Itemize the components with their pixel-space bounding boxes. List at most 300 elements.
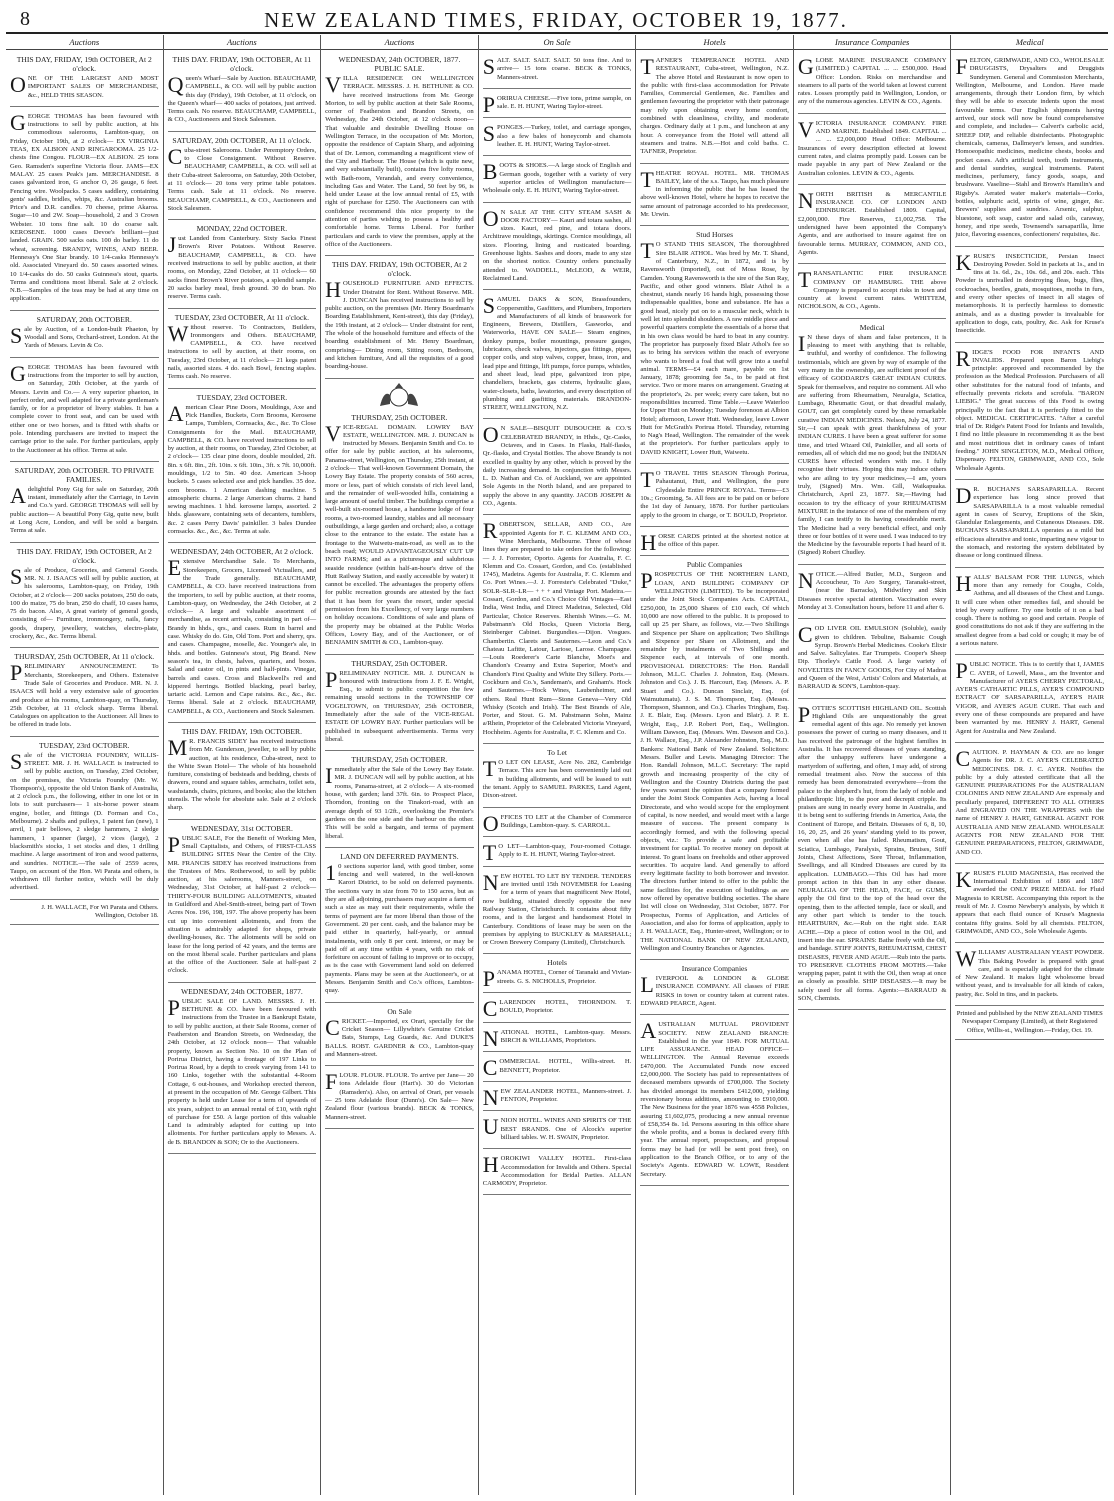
- ad-body: [167, 143, 317, 213]
- ad-text: ALLS' BALSAM FOR THE LUNGS, which more than any remedy for Coughs, Colds, Asthma, and all diseases of the Chest and Lungs. It will cure when other remedies fail, and should be tried by every sufferer. Try one bottle of it on a bad cough. There is nothing so good and certain. People of good constitutions do not ask if they are suffering in the smallest degree from a bad cold or cough; it may be of a serious nature.: [955, 573, 1105, 647]
- drop-cap: H: [325, 277, 342, 303]
- drop-cap: B: [482, 159, 498, 185]
- advertisement: [955, 866, 1104, 943]
- ad-text: AFNER'S TEMPERANCE HOTEL AND RESTAURANT, Cuba-street, Wellington, N.Z. The above Hotel and Restaurant is now open to the public with first-class accommodation for Private Families, Commercial Gentlemen, &c. Families and gentlemen favouring the proprietor with their patronage may rely upon obtaining every home comfort, combined with cleanliness, civility, and moderate charges. Ordinary daily at 1 p.m., and luncheon at any hour. A conveyance from the Hotel will attend all steamers and trains. N.B.—Hot and cold baths. C. TAFNER, Proprietor.: [640, 57, 789, 156]
- ad-heading: Insurance Companies: [681, 964, 748, 974]
- advertisement: [168, 53, 317, 132]
- ad-text: UBLIC SALE, For the Benefit of Working Men, Small Capitalists, and Others, of FIRST-CLASS BUILDING SITES Near the Centre of the City. MR. FRANCIS SIDEY has received instructions from the Trustees of Mrs. Rotherwood, to sell by public auction, at his salerooms, Manners-street, on Wednesday, 31st October, at half-past 2 o'clock— THIRTY-FOUR BUILDING ALLOTMENTS, situated in Guildford and Abel-Smith-street, being part of Town Acres Nos. 196, 198, 197. The above property has been cut up into convenient allotments, and from the situation is admirably adapted for shops, private dwelling-houses, &c. The allotments will be sold on lease for the long period of 42 years, and the terms are on the most liberal scale. Further particulars and plans at the office of the Auctioneer. Sale at half-past 2 o'clock.: [167, 834, 317, 975]
- column-1: [6, 35, 164, 1495]
- ad-heading: THIS DAY. FRIDAY, 19th OCTOBER.: [181, 727, 303, 736]
- drop-cap: A: [640, 1018, 657, 1044]
- ad-body: [10, 72, 159, 100]
- ad-heading: TUESDAY, 23rd OCTOBER, At 11 o'clock.: [174, 312, 309, 322]
- ad-text: LARENDON HOTEL, THORNDON. T. BOULD, Proprietor.: [499, 999, 632, 1015]
- advertisement: [168, 985, 317, 1154]
- drop-cap: N: [482, 869, 499, 895]
- ad-text: UBLIC SALE OF LAND. MESSRS. J. H. BETHUNE & CO. have been favoured with instructions from the Trustee in a Bankrupt Estate, to sell by public auction, at their Sale Rooms, corner of Featherston and Brandon Streets, on Wednesday, the 24th October, at 12 o'clock noon— That valuable property, known as Section No. 10 on the Plan of Porirua District, having a frontage of 197 Links to Porirua Road, by a depth to creek varying from 141 to 160 Links, together with the substantial 4-Room Cottage, 6 out-houses, and Workshop erected thereon, at present in the occupation of Mr. George Gilbert. This property is held under Lease for a term of upwards of six years, subject to an annual rental of £10, with right of purchase for £50. A large portion of this valuable Land is admirably adapted for cutting up into allotments. For further particulars apply to Messrs. A. de B. BRANDON & SON; Or to the Auctioneers.: [167, 997, 317, 1146]
- ad-body: [482, 840, 632, 866]
- ad-body: [482, 1084, 632, 1110]
- drop-cap: C: [325, 1014, 340, 1040]
- ad-body: [955, 482, 1105, 561]
- advertisement: [325, 53, 474, 256]
- drop-cap: P: [955, 658, 968, 684]
- ad-body: [482, 422, 632, 508]
- ad-heading: WEDNESDAY, 24th OCTOBER, 1877.: [180, 986, 303, 996]
- ad-body: [325, 1069, 474, 1122]
- ad-text: NE OF THE LARGEST AND MOST IMPORTANT SALES OF MERCHANDISE, &c., HELD THIS SEASON.: [27, 75, 159, 99]
- ad-body: [167, 232, 317, 301]
- ad-text: OTICE.—Alfred Butler, M.D., Surgeon and Accoucheur, To Aro Surgery, Taranaki-street, (near the Barracks), Midwifery and Skin Diseases receive special attention. Vaccination every Monday at 3. Consultation hours, before 11 and after 6.: [797, 570, 947, 611]
- advertisement: [483, 1084, 632, 1112]
- advertisement: [483, 421, 632, 515]
- advertisement: [640, 166, 789, 227]
- drop-cap: Q: [167, 72, 184, 97]
- drop-cap: G: [10, 360, 26, 386]
- advertisement: [325, 657, 474, 752]
- ad-body: [482, 91, 632, 117]
- advertisement: [483, 995, 632, 1023]
- ad-body: [10, 322, 159, 351]
- ad-heading: SATURDAY, 20th OCTOBER, At 11 o'clock.: [172, 135, 312, 145]
- ad-text: ELTON, GRIMWADE, AND CO., WHOLESALE DRUGGISTS, Drysalters and Druggists Sundrymen. General and Commission Merchants, Wellington, Melbourne, and London. Have made arrangements, through their London firm, by which they will be able to execute indents upon the most favourable terms. Our English shipments having arrived, our stock will now be found comprehensive and complete, and includes— Calvert's carbolic acid, SHEEP DIP, and reliable disinfectants. Photographic chemicals, cameras, Dallmeyer's lenses, and sundries. Homoeopathic medicines, medicine chests, books and pocket cases. Adt's artificial teeth, tooth instruments, and dental sundries, surgical instruments. Patent medicines, perfumery, fancy goods, soaps, and brushware. Vaseline—Stahl and Brown's Hamilin's and Rigsby's. Aerated water maker's materials—Corks, bottles, sulphuric acid, spirits of wine, ginger, &c. Brewers' supplies and sundries. Arsenic, sulphur, bluestone, soft soap, castor and salad oils, caraway, honey, and ripe seeds, Townsend's sarsaparilla, lime juice, flavoring essences, confectioners' requisites, &c.: [955, 57, 1105, 239]
- ad-body: [482, 1055, 632, 1081]
- ad-body: [797, 330, 947, 558]
- advertisement: [483, 53, 632, 89]
- page-number: 8: [20, 8, 30, 30]
- drop-cap: P: [482, 91, 495, 117]
- ad-body: [325, 859, 474, 996]
- advertisement: [955, 53, 1104, 247]
- ad-text: ale by Auction, of a London-built Phaeton, by Woodall and Sons, Orchard-street, London. At the Yards of Messrs. Levin & Co.: [24, 325, 159, 350]
- column-heading: On Sale: [479, 35, 636, 50]
- ad-heading: On Sale: [387, 1006, 412, 1016]
- advertisement: [955, 345, 1104, 480]
- ad-body: [167, 555, 317, 716]
- drop-cap: V: [797, 116, 814, 142]
- ad-body: [482, 518, 632, 737]
- advertisement: [483, 839, 632, 867]
- ad-body: [955, 570, 1105, 649]
- ad-text: ANAMA HOTEL, Corner of Taranaki and Vivian-streets. G. S. NICHOLLS, Proprietor.: [496, 969, 632, 985]
- ad-text: R. FRANCIS SIDEY has received instructions from Mr. Gunderson, jeweller, to sell by public auction, at his residence, Cuba-street, next to the White Swan Hotel— The whole of his household furniture, consisting of bedsteads and bedding, chests of drawers, round and square tables, armchairs, toilet sets, washstands, chairs, pictures, and books; also the kitchen utensils. The whole for absolute sale. Sale at 2 o'clock sharp.: [167, 738, 317, 812]
- column-heading: Insurance Companies: [794, 35, 951, 50]
- ad-signature: J. H. WALLACE, For Wi Parata and Others. Wellington, October 18.: [41, 903, 159, 920]
- drop-cap: S: [482, 293, 495, 319]
- ad-text: LOUR. FLOUR. FLOUR. To arrive per Jane— 20 tons Adelaide flour (Hart's). 30 do Victorian (Ramsden's). Also, on arrival of Orari, per vessels— 25 tons Adelaide flour (Dunn's). On Sale— New Zealand flour (various brands). BECK & TONKS, Manners-street.: [325, 1072, 474, 1121]
- advertisement: [168, 545, 317, 723]
- masthead-rule: [6, 32, 1108, 34]
- advertisement: [325, 411, 474, 655]
- advertisement: [483, 1054, 632, 1082]
- ad-heading: THURSDAY, 25th OCTOBER, At 11 o'clock.: [14, 652, 155, 662]
- ad-heading: Public Companies: [686, 560, 743, 570]
- drop-cap: O: [482, 422, 499, 448]
- ad-heading: LAND ON DEFERRED PAYMENTS.: [340, 851, 459, 861]
- advertisement: [955, 482, 1104, 568]
- drop-cap: S: [482, 54, 495, 79]
- drop-cap: F: [955, 54, 968, 79]
- ad-text: FFICES TO LET at the Chamber of Commerce Buildings, Lambton-quay. S. CARROLL.: [500, 813, 632, 829]
- drop-cap: S: [482, 121, 495, 147]
- advertisement: [10, 53, 159, 107]
- ad-text: RICKET.—Imported, ex Orari, specially for the Cricket Season— Lillywhite's Genuine Cricket Bats, Stumps, Leg Guards, &c. And DUKE'S BALLS. ROBT. GARDNER & CO., Lambton-quay and Manners-street.: [325, 1017, 474, 1058]
- advertisement: [483, 158, 632, 202]
- drop-cap: T: [797, 267, 812, 293]
- ad-text: ICE-REGAL DOMAIN. LOWRY BAY ESTATE, WELLINGTON. MR. J. DUNCAN is instructed by Messrs. Benjamin Smith and Co. to offer for sale by public auction, at his salerooms, Panama-street, Wellington, on Thursday, 25th instant, at 2 o'clock— That well-known Government Domain, the Lowry Bay Estate. The property consists of 560 acres, more or less, part of which consists of rich level land, and the remainder of well-wooded hills, containing a large amount of useful timber. The buildings comprise a well-built six-roomed house, a handsome lodge of four rooms, a two-roomed laundry, stables and all necessary outbuildings, a large garden and orchard; also, a cottage close to the entrance to the estate. The estate has a frontage to the Waiwetu-main-road, as well as to the beach road; WOULD ADVANTAGEOUSLY CUT UP INTO FARMS; and as a picturesque and salubrious seaside residence (within half-an-hour's drive of the Hutt Railway Station, and easily accessible by water) it cannot be excelled. The advantages the property offers for public recreation grounds are attested by the fact that it has been for years the resort, under special permission from his Excellency, of very large numbers on holiday occasions. Conditions of sale and plans of the property may be obtained at the Public Works Offices, Lowry Bay, and of the Auctioneer, or of BENJAMIN SMITH & CO., Lambton-quay.: [325, 423, 474, 647]
- drop-cap: V: [325, 420, 342, 446]
- ad-body: [482, 1025, 632, 1051]
- advertisement: [325, 1005, 474, 1066]
- drop-cap: T: [640, 166, 654, 192]
- drop-cap: T: [640, 238, 654, 264]
- ad-body: [10, 360, 159, 455]
- ad-heading: SATURDAY, 20th OCTOBER.: [36, 314, 132, 324]
- drop-cap: U: [482, 1114, 499, 1140]
- ad-text: N SALE—BISQUIT DUBOUCHE & CO.'S CELEBRATED BRANDY, in Hhds., Qr.-Casks, Octaves, and in Cases. In Flasks, Half-flasks, Qr.-flasks, and Crystal Bottles. The above Brandy is not excelled in quality by any other, which is proved by the daily increasing demand. In conjunction with Messrs. L. D. Nathan and Co. of Auckland, we are appointed Sole Agents in the North Island, and are prepared to supply the above in any quantity. JACOB JOSEPH & CO., Agents.: [482, 425, 632, 508]
- ad-body: [482, 54, 632, 82]
- ad-body: [167, 72, 317, 125]
- ad-text: RUSE'S FLUID MAGNESIA, Has received the International Exhibition of 1866 and 1867 awarded the ONLY PRIZE MEDAL for Fluid Magnesia to KRUSE. Accompanying this report is the result of Mr. J. Cosmo Newbery's analysis, by which it appears that each fluid ounce of Kruse's Magnesia contains fifty grains. Sold by all chemists. FELTON, GRIMWADE, AND CO., Sole Wholesale Agents.: [955, 869, 1105, 935]
- ad-body: [797, 54, 947, 107]
- ad-text: ICTORIA INSURANCE COMPANY. FIRE AND MARINE. Established 1849. CAPITAL ... ... ... £2,000,000 Head Office: Melbourne. Insurances of every description effected at lowest current rates, and claims promptly paid. Losses can be made payable in any part of New Zealand or the Australian colonies. LEVIN & CO., Agents.: [797, 119, 947, 177]
- ad-text: ROSPECTUS OF THE NORTHERN LAND, LOAN, AND BUILDING COMPANY OF WELLINGTON (LIMITED). To be incorporated under the Joint Stock Companies Acts. CAPITAL, £250,000, In 25,000 Shares of £10 each, Of which 10,000 are now offered to the public. It is proposed to call up 25 per Share, as follows, viz.—Two Shillings and Sixpence per Share on application; Two Shillings and Sixpence per Share on Allotment, and the remainder by instalments of Two Shillings and Sixpence each, at intervals of one month. PROVISIONAL DIRECTORS: The Hon. Randall Johnson, M.L.C. Charles J. Johnston, Esq. (Messrs. Johnston and Co.). J. B. Harcourt, Esq. (Messrs. A. P. Stuart and Co.). Duncan Sinclair, Esq. (of Waimutumatu). J. S. M. Thompson, Esq. (Messrs. Thompson, Shannon, and Co.). Charles Tringham, Esq. J. E. Blair, Esq. (Messrs. Lyon and Blair). J. P. E. Wright, Esq., J.P. Robert Port, Esq., Wellington. William Dawson, Esq. (Messrs. Wm. Dawson and Co.). J. H. Wallace, Esq., J.P. Alexander Johnston, Esq., M.D. Bankers: National Bank of New Zealand. Solicitors: Messrs. Buller and Lewis. Managing Director: The Hon. Randall Johnson, M.L.C. Secretary: The rapid growth and increasing prosperity of the city of Wellington and the Country Districts during the past few years warrant the opinion that a company formed under the Joint Stock Companies Acts, having a local Directorate, and who would scope for the employment of capital, is now needed, and would meet with a large measure of success. The present company is accordingly formed, and with the following special objects, viz.: To provide a safe and profitable investment for capital. To receive money on deposit at interest. To grant loans on freeholds and other approved securities. To acquire land. And generally to afford every legitimate facility to both borrower and investor. The directors further intend to offer to the public the same facilities for, the execution of buildings as are now offered by operative building societies. The share list will close on Wednesday, 31st October, 1877. For Prospectus, Forms of Application, and Articles of Association, and also for forms of application, apply to J. H. WALLACE, Esq., Hunter-street, Wellington; or to THE NATIONAL BANK OF NEW ZEALAND, Wellington and Country Branches or Agencies.: [640, 571, 789, 952]
- advertisement: [10, 464, 159, 543]
- ad-text: EW ZEALANDER HOTEL, Manners-street. J. FENTON, Proprietor.: [500, 1087, 632, 1104]
- advertisement: [640, 529, 789, 557]
- column-6: [794, 35, 952, 1495]
- drop-cap: I: [797, 330, 806, 356]
- ad-body: [482, 996, 632, 1022]
- ad-body: [482, 205, 632, 284]
- advertisement: [10, 545, 159, 649]
- ad-body: [640, 972, 789, 1008]
- drop-cap: H: [640, 529, 657, 555]
- ad-heading: THIS DAY. FRIDAY, 19th OCTOBER, At 2 o'clock.: [331, 260, 467, 279]
- royal-crest-icon: [376, 382, 422, 408]
- drop-cap: N: [797, 567, 814, 593]
- drop-cap: I: [325, 763, 333, 789]
- advertisement: [798, 266, 947, 318]
- ad-body: [482, 1152, 632, 1188]
- drop-cap: T: [482, 756, 497, 782]
- drop-cap: K: [955, 866, 972, 892]
- ad-body: [167, 994, 317, 1147]
- drop-cap: C: [797, 622, 813, 648]
- ad-body: [482, 756, 632, 800]
- advertisement: [483, 1151, 632, 1195]
- ad-heading: WEDNESDAY, 24th OCTOBER, At 2 o'clock.: [170, 547, 314, 557]
- drop-cap: O: [10, 72, 26, 97]
- drop-cap: C: [482, 1055, 498, 1081]
- ad-text: merican Clear Pine Doors, Mouldings, Axe and Pick Handles, Buckets, Corn Brooms, Kerosene Lamps, Tumblers, Cornsacks, &c., &c. To Close Consignments for the Mail. BEAUCHAMP, CAMPBELL, & CO. have received instructions to sell by auction, at their rooms, on Tuesday, 23rd October, at 2 o'clock— 135 clear pine doors, double moulded, 2ft. 8in. x 6ft. 8in., 2ft. 10in. x 6ft. 10in., 3ft. x 7ft. 10,000ft. mouldings, 1/2 to 5in. 40 doz. American 3-hoop buckets. 5 cases selected axe and pick handles. 35 doz. corn brooms. 1 American dashing machine. 5 atmospheric churns. 2 large American churns. 2 hand sewing machines. 1 hhd. kerosene lamps, assorted. 2 hhds. glassware, containing sets of decanters, tumblers, &c. 2 cases Perry Davis' painkiller. 3 bales Dundee cornsacks. &c., &c., &c. Terms at sale.: [167, 403, 317, 536]
- drop-cap: A: [10, 482, 26, 508]
- advertisement: [168, 222, 317, 308]
- advertisement: [955, 1008, 1104, 1040]
- ad-text: NION HOTEL. WINES AND SPIRITS OF THE BEST BRANDS. One of Alcock's superior billiard tables. W. H. SWAIN, Proprietor.: [500, 1117, 632, 1141]
- ad-body: [640, 54, 789, 157]
- drop-cap: L: [640, 972, 654, 998]
- ad-text: xtensive Merchandise Sale. To Merchants, Storekeepers, Grocers, Licensed Victuallers, and the Trade generally. BEAUCHAMP, CAMPBELL, & CO. have received instructions from the importers, to sell by public auction, at their rooms, Lambton-quay, on Wednesday, the 24th October, at 2 o'clock— A large and valuable assortment of merchandise, as recent arrivals, consisting in part of— Brandy in hhds., qrs., and cases. Rum in barrel and case. Whisky do do. Gin, Old Tom. Port and sherry, qrs. and cases. Champagne, moselle, &c. Younger's ale, in hhds. and bottles. Guinness's stout, Pig Brand. New season's tea, in chests, halves, quarters, and boxes. Salad and castor oil, in pints and half-pints. Vinegar, barrels and cases. Cross and Blackwell's red and kippered herrings. Bottled blacking, pearl barley, tartaric acid. Lemon and Cape raisins. &c., &c., &c. Terms liberal. Sale at 2 o'clock. BEAUCHAMP, CAMPBELL, & CO., Auctioneers and Stock Salesmen.: [167, 558, 317, 715]
- ad-heading: THURSDAY, 25th OCTOBER.: [351, 658, 448, 668]
- ad-text: ILLA RESIDENCE ON WELLINGTON TERRACE. MESSRS. J. H. BETHUNE & CO. have received instructions from Mr. George Morton, to sell by public auction at their Sale Rooms, corner of Featherston and Brandon Streets, on Wednesday, the 24th October, at 12 o'clock noon— That valuable and desirable Dwelling House on Wellington Terrace, in the occupation of Mr. Morton, opposite the residence of Captain Sharp, and adjoining that of Dr. Lemon, commanding a magnificent view of the City and Harbour. The House (which is quite new, and very substantially built), contains five lofty rooms, with Bath-room, Verandah, and every convenience, including Gas and Water. The Land, 50 feet by 96, is held under Lease at the low annual rental of £5, with right of purchase for £250. The Auctioneers can with confidence recommend this nice property to the attention of parties wishing to possess a healthy and comfortable home. Terms Liberal. For further particulars and cards to view the premises, apply at the office of the Auctioneers.: [325, 75, 474, 248]
- advertisement: [798, 567, 947, 619]
- drop-cap: T: [640, 54, 654, 79]
- drop-cap: K: [955, 249, 972, 275]
- ad-body: [325, 277, 474, 371]
- ad-body: [482, 966, 632, 992]
- ad-text: EORGE THOMAS has been favoured with instructions from the importer to sell by auction, on Saturday, 20th October, at the yards of Messrs. Levin and Co.— A very superior phaeton, in perfect order, and well adapted for a private gentleman's family, or for a proprietor of livery stables. It has a complete cover to front seat, and can be used with either one or two horses, and is fitted with shafts or pole. Intending purchasers are invited to inspect the carriage prior to the sale. For further particulars, apply to the Auctioneer at his office. Terms at sale.: [10, 363, 159, 454]
- drop-cap: N: [482, 1025, 499, 1051]
- ad-body: [482, 121, 632, 149]
- drop-cap: P: [640, 568, 653, 594]
- column-heading: Auctions: [6, 35, 163, 50]
- ad-body: [955, 745, 1105, 857]
- ad-heading: THIS DAY. FRIDAY, 19th OCTOBER, At 2 o'clock.: [16, 546, 152, 565]
- ad-body: [797, 622, 947, 691]
- ad-text: OD LIVER OIL EMULSION (Soluble), easily given to children. Tebuline, Balsamic Cough Syrup. Brown's Herbal Medicines. Cooke's Elixir and Salve. Salicylates. Ear Trumpets. Cooper's Sheep Dip. Thorley's Cattle Food. A large variety of NOVELTIES IN FANCY GOODS, For City of Madras and Queen of the West, Artists' Colors and Materials, at BARRAUD & SON'S, Lambton-quay.: [797, 625, 947, 691]
- column-heading: Auctions: [321, 35, 478, 50]
- drop-cap: S: [10, 322, 23, 348]
- ad-text: ATIONAL HOTEL, Lambton-quay. Messrs. BIRCH & WILLIAMS, Proprietors.: [500, 1028, 632, 1044]
- drop-cap: H: [955, 570, 972, 596]
- ad-body: [167, 400, 317, 537]
- advertisement: [10, 313, 159, 358]
- ad-body: [640, 238, 789, 457]
- ad-body: [167, 831, 317, 976]
- advertisement: [640, 558, 789, 960]
- ad-body: [955, 249, 1105, 336]
- ad-text: AMUEL DAKS & SON, Brassfounders, Coppersmiths, Gasfitters, and Plumbers, Importers and Manufacturers of all kinds of brasswork for Engineers, Brewers, Distillers, Gasworks, and Waterworks, HAVE ON SALE— Steam engines, donkey pumps, boiler mountings, pressure gauges, lubricators, check valves, injectors, gas fittings, pipes, copper coils, and stop valves, copper, brass, iron, and lead pipe and fittings, lift pumps, force pumps, whistles, and sheet lead, lead pipe, galvanized iron pipe, chandeliers, brackets, gas cisterns, hydraulic glass, water-closets, baths, lavatories, and every description of plumbing and gasfitting materials. BRANDON-STREET, WELLINGTON, N.Z.: [482, 296, 632, 412]
- drop-cap: W: [167, 320, 189, 346]
- advertisement: [640, 1017, 789, 1186]
- drop-cap: C: [955, 745, 971, 771]
- drop-cap: M: [167, 735, 188, 760]
- ad-text: R. BUCHAN'S SARSAPARILLA. Recent experience has long since proved that SARSAPARILLA is a most valuable remedial agent in cases of Scurvy, Eruptions of the Skin, Glandular Enlargements, and Cutaneous Diseases. DR. BUCHAN'S SARSAPARILLA operates as a mild but efficacious alterative and tonic, imparting new vigour to the stomach, and restoring the system debilitated by disease or long continued illness.: [955, 485, 1105, 560]
- ad-heading: THURSDAY, 25th OCTOBER.: [351, 755, 448, 765]
- ad-heading: THURSDAY, 25th OCTOBER.: [351, 412, 448, 422]
- advertisement: [483, 205, 632, 291]
- ad-body: [797, 701, 947, 1004]
- newspaper-title: NEW ZEALAND TIMES, FRIDAY, OCTOBER 19, 1877.: [264, 8, 848, 32]
- ad-body: [797, 187, 947, 257]
- ad-text: EW HOTEL TO LET BY TENDER. TENDERS are invited until 15th NOVEMBER for Leasing for a term of years that magnificent New Hotel, now building, situated directly opposite the new Railway Station, Christchurch. It contains about fifty rooms, and is the largest and handsomest Hotel in Canterbury. Conditions of lease may be seen on the premises by applying to BUCKLEY & MARSHALL; or Crown Brewery Company (Limited), Christchurch.: [482, 872, 632, 947]
- advertisement: [168, 391, 317, 544]
- advertisement: [640, 53, 789, 164]
- drop-cap: 1: [325, 859, 337, 885]
- ad-text: ale of Produce, Groceries, and General Goods. MR. N. J. ISAACS will sell by public auction, at his salerooms, Lambton-quay, on Friday, 19th October, at 2 o'clock— 200 sacks potatoes, 250 do oats, 100 do maize, 75 do bran, 250 do chaff, 10 cases hams, 75 do bacon. Also, A great variety of general goods, consisting of— Furniture, ironmongery, nails, fancy goods, drapery, jewellery, watches, electro-plate, crockery, &c., &c. Terms liberal.: [10, 566, 159, 641]
- ad-text: ORIRUA CHEESE.—Five tons, prime sample, on sale. E. H. HUNT, Waring Taylor-street.: [496, 94, 632, 111]
- ad-heading: MONDAY, 22nd OCTOBER.: [196, 224, 288, 234]
- ad-body: [640, 568, 789, 953]
- ad-text: ithout reserve. To Contractors, Builders, Ironmongers and Others. BEAUCHAMP, CAMPBELL, & CO. have received instructions to sell by auction, at their rooms, on Tuesday, 23rd October, at 11 o'clock— 21 kegs patent nails, assorted sizes. 4 do. each Bowl, fencing staples. Terms cash. No reserve.: [167, 323, 317, 381]
- drop-cap: F: [325, 1069, 338, 1095]
- drop-cap: T: [482, 840, 497, 866]
- advertisement: [10, 902, 159, 926]
- ad-text: LOBE MARINE INSURANCE COMPANY (LIMITED.) CAPITAL ... ... £500,000. Head Office: London. Risks on merchandise and steamers to all parts of the world taken at lowest current rates. Losses promptly paid in Wellington, London, or any of the numerous agencies. LEVIN & CO., Agents.: [797, 57, 947, 106]
- drop-cap: P: [167, 994, 180, 1020]
- advertisement: [640, 228, 789, 464]
- ad-heading: WEDNESDAY, 24th OCTOBER, 1877. PUBLIC SALE.: [338, 55, 461, 73]
- ad-body: [10, 563, 159, 642]
- advertisement: [483, 746, 632, 807]
- ad-body: [10, 482, 159, 536]
- drop-cap: P: [325, 666, 338, 692]
- advertisement: [10, 360, 159, 462]
- advertisement: [325, 753, 474, 848]
- advertisement: [168, 134, 317, 220]
- advertisement: [483, 517, 632, 744]
- ad-text: N these days of sham and false pretences, it is pleasing to meet with anything that is reliable, truthful, and worthy of confidence. The following testimonials, which are given by way of example of the very many in the ownership, are sufficient proof of the efficacy of GODDARD'S GREAT INDIAN CURES. Speak for themselves, and require no comment. All who are suffering from Rheumatism, Neuralgia, Sciatica, Lumbago, Rheumatic Gout, or that dreadful malady, GOUT, can get completely cured by these remarkable curative INDIAN MEDICINES. Nelson, July 24, 1877. Sir,—I can speak with great thankfulness of your INDIAN CURES. I have been a great sufferer for some time, and tried Wizard Oil, Painkiller, and all sorts of remedies, all of which did me no good; but the INDIAN CURES have effected wonders with me. I fully recognise their virtues. Hoping this may induce others who are ailing to try your medicines,—I am, yours truly, (Signed) Mrs. Wm. Gill, Waikapuaka. Christchurch, April 23, 1877. Sir,—Having had occasion to try the efficacy of your RHEUMATISM MIXTURE in the instance of one of the members of my family, I can testify to its having considerable merit. The Medicine had a very beneficial effect, and only three or four bottles of it were used. I was induced to try the Medicine by the favourable reports I had heard of it. (Signed) Robert Chudley.: [797, 333, 947, 557]
- ad-text: RELIMINARY NOTICE. MR. J. DUNCAN is honoured with instructions from J. F. E. Wright, Esq., to submit to public competition the few remaining unsold sections in the TOWNSHIP OF VOGELTOWN, on THURSDAY, 25th OCTOBER, Immediately after the sale of the VICE-REGAL ESTATE OF LOWRY BAY. Further particulars will be published in subsequent advertisements. Terms very liberal.: [325, 669, 474, 743]
- newspaper-columns: [6, 35, 1108, 1495]
- ad-body: [482, 1114, 632, 1142]
- advertisement: [483, 869, 632, 955]
- ad-body: [482, 869, 632, 948]
- ad-text: OTTIE'S SCOTTISH HIGHLAND OIL. Scottish Highland Oils are unquestionably the great remedial agent of this age. No remedy yet known possesses the power of curing so many diseases, and it has received the patronage of the highest families in Australia. It has recovered diseases of years standing, after the unhappy sufferers have undergone a martyrdom of suffering, and often, I may add, of strong remedial treatment also. Now the success of this remedy has been demonstrated everywhere—from the palace to the shepherd's hut, from the lady of noble and philanthropic life, to the poor and decrepit cripple. Its praises are sung in nearly every home in Australia, and it is being sent to suffering friends in America, Asia, the Continent of Europe, and Britain. Diseases of 6, 8, 10, 16, 20, 25, and 26 years' standing yield to its power, even when all else has failed. Rheumatism, Gout, Sciatica, Lumbago, Paralysis, Sprains, Bruises, Stiff Joints, Chest Affections, Sore Throat, Inflammation, Swellings, and all Kindred Diseases are cured by its application. LUMBAGO.—This Oil has had more prompt action in this than in any other disease. NEURALGIA OF THE HEAD, FACE, or GUMS, apply the Oil first to the top of the head over the opening, then to the affected temple, face or skull, and any other part which is tender to the touch. HEARTBURN, &c.—Rub on the right side. EAR ACHE.—Dip a piece of cotton wool in the Oil, and insert into the ear. SPRAINS: Bathe freely with the Oil, and bandage. STIFF JOINTS, RHEUMATISM, CHEST DISEASES, FEVER AND AGUE.—Rub into the parts. TO PRESERVE CLOTHES FROM MOTHS.—Take wrapping paper, paint it with the Oil, then wrap at once as closely as possible. SHIP DISEASES.—It may be safely used for all forms. Agents:—BARRAUD & SON, Chemists.: [797, 704, 947, 1002]
- ad-text: OOTS & SHOES.—A large stock of English and German goods, together with a variety of very superior articles of Wellington manufacture—Wholesale only. E. H. HUNT, Waring Taylor-street.: [482, 162, 632, 195]
- ad-body: [955, 54, 1105, 240]
- drop-cap: J: [167, 232, 177, 258]
- masthead: [6, 6, 1106, 32]
- ad-body: [640, 529, 789, 555]
- drop-cap: O: [482, 810, 499, 836]
- drop-cap: G: [10, 109, 26, 135]
- ad-text: delightful Pony Gig for sale on Saturday, 20th instant, immediately after the Carriage, in Levin and Co.'s yard. GEORGE THOMAS will sell by public auction— A beautiful Pony Gig, quite new, built at Long Acre, London, and will be sold a bargain. Terms at sale.: [10, 485, 159, 535]
- drop-cap: C: [482, 996, 498, 1022]
- ad-text: O LET—Lambton-quay, Four-roomed Cottage. Apply to E. H. HUNT, Waring Taylor-street.: [498, 843, 632, 859]
- drop-cap: G: [797, 54, 814, 79]
- ad-body: [482, 810, 632, 836]
- advertisement: [168, 311, 317, 389]
- advertisement: [483, 810, 632, 838]
- drop-cap: R: [955, 345, 971, 371]
- ad-body: [325, 1014, 474, 1059]
- advertisement: [168, 725, 317, 820]
- ad-text: O LET ON LEASE, Acre No. 282, Cambridge Terrace. This acre has been conveniently laid out in building allotments, and will be leased to suit the tenant. Apply to SAMUEL PARKES, Land Agent, Dixon-street.: [482, 759, 632, 800]
- advertisement: [483, 1025, 632, 1053]
- ad-text: RELIMINARY ANNOUNCEMENT. To Merchants, Storekeepers, and Others. Extensive Trade Sale of Groceries and Produce. MR. N. J. ISAACS will hold a very extensive sale of groceries and produce at his rooms, Lambton-quay, on Thursday, 25th October, at 11 o'clock sharp. Terms liberal. Catalogues on application to the Auctioneer. All lines to be offered in trade lots.: [10, 663, 159, 729]
- advertisement: [325, 258, 474, 378]
- ad-body: [10, 660, 159, 729]
- ad-text: ale of the VICTORIA FOUNDRY, WILLIS-STREET. MR. J. H. WALLACE is instructed to sell by public auction, on Tuesday, 23rd October, on the premises, the Victoria Foundry (Mr. W. Thompson's), opposite the old Union Bank of Australia, at 2 o'clock p.m., the following, either in one lot or in lots to suit purchasers— 1 six-horse power steam engine, boiler, and fittings (D. Forman and Co., Melbourne). 2 shafts and pulleys, 1 patent fan (new), 1 anvil, 1 pair bellows, 2 sledge hammers, 2 sledge hammers, 1 spanner (large), 2 vices (large), 2 blacksmith's stocks, 1 set stocks and dies, 1 drilling machine. A large assortment of iron and wood patterns, and sundries. NOTICE.—The sale of 2559 acres, Taupo, on account of the Hon. Wi Parata and others, is withdrawn till further notice, which will be duly advertised.: [10, 751, 159, 892]
- ad-heading: Medical: [859, 322, 885, 332]
- ad-text: ALT. SALT. SALT. SALT. 50 tons fine. And to arrive— 15 tons coarse. BECK & TONKS, Manners-street.: [496, 57, 632, 81]
- ad-text: O TRAVEL THIS SEASON Through Porirua, Pahautanui, Hutt, and Wellington, the pure Clydesdale Entire PRINCE ROYAL. Terms—£3 10s.; Grooming, 5s. All fees are to be paid on or before the 1st day of January, 1878. For further particulars apply to the groom in charge, or T. BOULD, Proprietor.: [640, 470, 789, 519]
- drop-cap: P: [10, 660, 23, 686]
- column-heading: Auctions: [164, 35, 321, 50]
- ad-text: O STAND THIS SEASON, The thoroughbred Sire BLAIR ATHOL. Was bred by Mr. T. Shand, of Canterbury, N.Z., in 1872, and is by Ravensworth (imported), out of Moss Rose, by Camden. Young Ravensworth is the sire of the Sun Ray, Pacific, and other good winners. Blair Athol is a chestnut, stands nearly 16 hands high, possessing those indispensable qualities, bone and substance. He has a good head, nicely put on to a muscular neck, which is well let into splendid shoulders. A raw middle piece and powerful quarters complete the essentials of a horse that in his own class would be hard to beat in any country. The proprietor has purposely fixed Blair Athol's fee so as to bring his services within the reach of everyone who wants to breed a foal that will grow into a useful animal. TERMS—£4 each mare, payable on 1st January, 1878; grooming fee 5s., to be paid at first service. Two or more mares on arrangement. Grazing at the proprietor's, 2s. per week; every care taken, but no responsibilities incurred. Time Table.—Leave Waterloo for Upper Hutt on Monday; Tuesday forenoon at Albion Hotel; afternoon, Lower Hutt. Wednesday, leave Lower Hutt for McGrath's Porirua Hotel. Thursday, returning to Nag's Head, Wellington. The remainder of the week at the proprietor's. For further particulars apply to DAVID KNIGHT, Lower Hutt, Waiwetu.: [640, 241, 789, 456]
- ad-text: OROKIWI VALLEY HOTEL. First-class Accommodation for Invalids and Others. Special Accommodation for Bridal Parties. ALLAN CARMODY, Proprietor.: [482, 1155, 632, 1188]
- advertisement: [483, 1113, 632, 1149]
- ad-text: IVERPOOL & LONDON & GLOBE INSURANCE COMPANY. All classes of FIRE RISKS in town or country taken at current rates. EDWARD PEARCE, Agent.: [640, 975, 789, 1007]
- ad-text: RUSE'S INSECTICIDE, Persian Insect Destroying Powder. Sold in packets at 1s., and in tins at 1s. 6d., 2s., 10s. 6d., and 20s. each. This Powder is unrivalled in destroying fleas, bugs, flies, cockroaches, beetles, gnats, mosquitoes, moths in furs, and every other species of insect in all stages of metamorphosis. It is perfectly harmless to domestic animals, and as a dusting powder is invaluable for application to dogs, cats, poultry, &c. Ask for Kruse's Insecticide.: [955, 252, 1105, 335]
- advertisement: [10, 650, 159, 736]
- ad-body: [640, 1018, 789, 1179]
- ad-body: [325, 666, 474, 745]
- ad-heading: WEDNESDAY, 31st OCTOBER.: [190, 823, 293, 833]
- ad-heading: SATURDAY, 20th OCTOBER. TO PRIVATE FAMILIES.: [14, 465, 154, 484]
- ad-body: [797, 116, 947, 178]
- drop-cap: C: [167, 143, 183, 169]
- advertisement: [640, 466, 789, 527]
- ad-body: [10, 748, 159, 893]
- ad-body: [482, 293, 632, 412]
- ad-body: [640, 467, 789, 520]
- drop-cap: T: [640, 467, 654, 493]
- column-heading: Medical: [951, 35, 1108, 50]
- drop-cap: H: [482, 1152, 499, 1178]
- ad-text: OMMERCIAL HOTEL, Willis-street. H. BENNETT, Proprietor.: [499, 1058, 632, 1074]
- advertisement: [955, 945, 1104, 1006]
- ad-text: HEATRE ROYAL HOTEL. MR. THOMAS BAILEY, late of the s.s. Taupo, has much pleasure in informing the public that he has leased the above well-known Hotel, where he hopes to receive the same amount of patronage accorded to his predecessor, Mr. Urwin.: [640, 169, 789, 219]
- ad-text: ust Landed from Canterbury. Sixty Sacks Finest Brown's River Potatoes. Without Reserve. BEAUCHAMP, CAMPBELL, & CO. have received instructions to sell by public auction, at their rooms, on Monday, 22nd October, at 11 o'clock— 60 sacks finest Brown's River potatoes, a splendid sample. 20 sacks barley meal, fresh ground. 30 do bran. No reserve. Terms cash.: [167, 235, 317, 301]
- drop-cap: P: [482, 966, 495, 992]
- ad-heading: Stud Horses: [696, 230, 734, 240]
- drop-cap: P: [167, 831, 180, 857]
- ad-text: EORGE THOMAS has been favoured with instructions to sell by public auction, at his commodious salerooms, Lambton-quay, on Friday, October 19th, at 2 o'clock— EX VIRGINIA TEAS, EX ALBION AND RINGAROOMA. 25 1/2-chests fine Congou. FLOUR—EX ALBION. 25 tons Geo. Ramsden's superfine Victoria flour. JAMS—EX MALAY. 25 cases Peak's jam. MERCHANDISE. 8 cases galvanized iron, G anchor O, 26 gauge, 6 feet. Fencing wire. Woolpacks. 5 cases saddlery, containing gents' saddles, bridles, whips, &c. Australian brooms. Price's and D.R. candles. 70 cheese, prime Akaroa. Sugar—10 and 2W. Soap—household, 2 and 3 Crown Webster. 10 tons fine salt. 10 do coarse salt. KEROSENE. 1000 cases Devoe's brilliant—just landed. GRAIN. 500 sacks oats. 100 do barley. 11 do wheat, screening. BRANDY, WINES, AND BEER. Hennessy's One Star brandy. 10 1/4-casks Hennessy's old. Associated Vineyard do. 50 cases assorted wines. 10 1/4-casks do do. 50 casks Guinness's stout, quarts. Terms and conditions most liberal. Sale at 2 o'clock. N.B.—Samples of the teas may be had at any time on application.: [10, 112, 159, 303]
- ad-heading: THIS DAY. FRIDAY, 19th OCTOBER, At 11 o'clock.: [172, 55, 312, 73]
- advertisement: [325, 850, 474, 1003]
- column-7: [951, 35, 1108, 1495]
- ad-text: 0 sections superior land, with good timber, some fencing and well watered, in the well-known Karori District, to be sold on deferred payments. The sections vary in size from 70 to 150 acres, but as they are all adjoining, purchasers may acquire a farm of such a size as may suit their requirements, while the terms of payment are far more liberal than those of the Government. 20 per cent. cash, and the balance may be paid either in quarterly, half-yearly, or annual instalments, with only 8 per cent. interest, or may be paid off at any time within 4 years, with no risk of forfeiture on account of failing to improve or to occupy, as is the case with Government land sold on deferred payments. Plans may be seen at the Auctioneer's, or at Messrs. Benjamin Smith and Co.'s offices, Lambton-quay.: [325, 862, 474, 995]
- drop-cap: R: [482, 518, 498, 544]
- ad-body: [325, 763, 474, 841]
- advertisement: [10, 739, 159, 900]
- advertisement: [10, 109, 159, 311]
- drop-cap: S: [10, 563, 23, 589]
- ad-text: mmediately after the Sale of the Lowry Bay Estate. MR. J. DUNCAN will sell by public auction, at his rooms, Panama-street, at 2 o'clock— A six-roomed house, with garden; land 37ft. 6in. to Prospect Place, Thorndon, fronting on the Tinakori-road, with an average depth of 93 1/2ft., overlooking the Premier's gardens on the one side and the harbour on the other. This will be sold a bargain, and terms of payment liberal.: [325, 766, 474, 840]
- advertisement: [798, 187, 947, 264]
- advertisement: [955, 570, 1104, 656]
- advertisement: [798, 53, 947, 114]
- advertisement: [955, 249, 1104, 343]
- drop-cap: N: [797, 187, 814, 213]
- advertisement: [640, 962, 789, 1015]
- advertisement: [483, 956, 632, 993]
- ad-heading: TUESDAY, 23rd OCTOBER.: [39, 740, 130, 750]
- advertisement: [483, 91, 632, 119]
- advertisement: [798, 621, 947, 698]
- ad-body: [955, 946, 1105, 999]
- drop-cap: P: [797, 701, 811, 727]
- drop-cap: S: [10, 748, 23, 774]
- drop-cap: N: [482, 1084, 499, 1110]
- drop-cap: E: [167, 555, 182, 581]
- advertisement: [483, 120, 632, 156]
- ad-body: [167, 735, 317, 813]
- drop-cap: W: [955, 946, 977, 972]
- drop-cap: O: [482, 205, 499, 231]
- ad-body: [10, 109, 159, 304]
- ad-body: [325, 72, 474, 249]
- ad-text: OUSEHOLD FURNITURE AND EFFECTS. Under Distraint for Rent. Without Reserve. MR. J. DUNCAN has received instructions to sell by public auction, on the premises (Mr. Henry Boardman's Boarding Establishment, Kent-street), this day (Friday), the 19th instant, at 2 o'clock— Under distraint for rent, The whole of the household furniture and effects of the boarding establishment of Mr. Henry Boardman, comprising— Dining room, Sitting room, Bedroom, and kitchen furniture, And all the requisites of a good boarding-house.: [325, 280, 474, 371]
- ad-text: ueen's Wharf—Sale by Auction. BEAUCHAMP, CAMPBELL, & CO. will sell by public auction this day (Friday), 19th October, at 11 o'clock, on the Queen's wharf— 400 sacks of potatoes, just arrived. Terms cash. No reserve. BEAUCHAMP, CAMPBELL, & CO., Auctioneers and Stock Salesmen.: [167, 75, 317, 124]
- imprint-footer: Printed and published by the NEW ZEALAND TIMES Newspaper Company (Limited), at their Registered Office, Willis-st., Wellington.—Friday, Oct. 19.: [956, 1009, 1103, 1034]
- advertisement: [955, 745, 1104, 864]
- ad-text: ORTH BRITISH & MERCANTILE INSURANCE CO. OF LONDON AND EDINBURGH. Established 1809. Capital, £2,000,000. Fire Reserves, £1,002,758. The undersigned have been appointed the Company's Agents, and are authorised to insure against fire on favourable terms. MURRAY, COMMON, AND CO., Agents.: [797, 190, 947, 256]
- advertisement: [955, 657, 1104, 743]
- ad-text: USTRALIAN MUTUAL PROVIDENT SOCIETY. NEW ZEALAND BRANCH: Established in the year 1849. FOR MUTUAL LIFE ASSURANCE. HEAD OFFICE—WELLINGTON. The Annual Revenue exceeds £470,000. The Accumulated Funds now exceed £2,000,000. The Society has paid to representatives of deceased members upwards of £700,000. The Society has divided amongst its members £412,000, yielding reversionary bonus additions, amounting to £910,000. The New Business for the year 1876 was 4558 Policies, assuring £1,602,075, producing a new annual revenue of £58,354 8s. 1d. Persons assuring in this office share the whole profits, and a bonus is declared every fifth year. The annual report, prospectuses, and proposal forms may be had (or will be sent post free), on application to the Branch Office, or to any of the Society's Agents. EDWARD W. LOWE, Resident Secretary.: [640, 1021, 789, 1178]
- ad-text: ORSE CARDS printed at the shortest notice at the office of this paper.: [658, 532, 789, 549]
- ad-heading: THIS DAY, FRIDAY, 19th OCTOBER, At 2 o'clock.: [16, 55, 152, 73]
- advertisement: [798, 116, 947, 185]
- ad-body: [955, 345, 1105, 473]
- column-2: [164, 35, 322, 1495]
- ad-body: [955, 658, 1105, 736]
- ad-body: [325, 420, 474, 648]
- ad-heading: To Let: [547, 748, 567, 758]
- ad-text: RANSATLANTIC FIRE INSURANCE COMPANY OF HAMBURG. THE above Company is prepared to accept risks in town and country at lowest current rates. WHITTEM, NICHOLSON, & CO., Agents.: [797, 270, 947, 311]
